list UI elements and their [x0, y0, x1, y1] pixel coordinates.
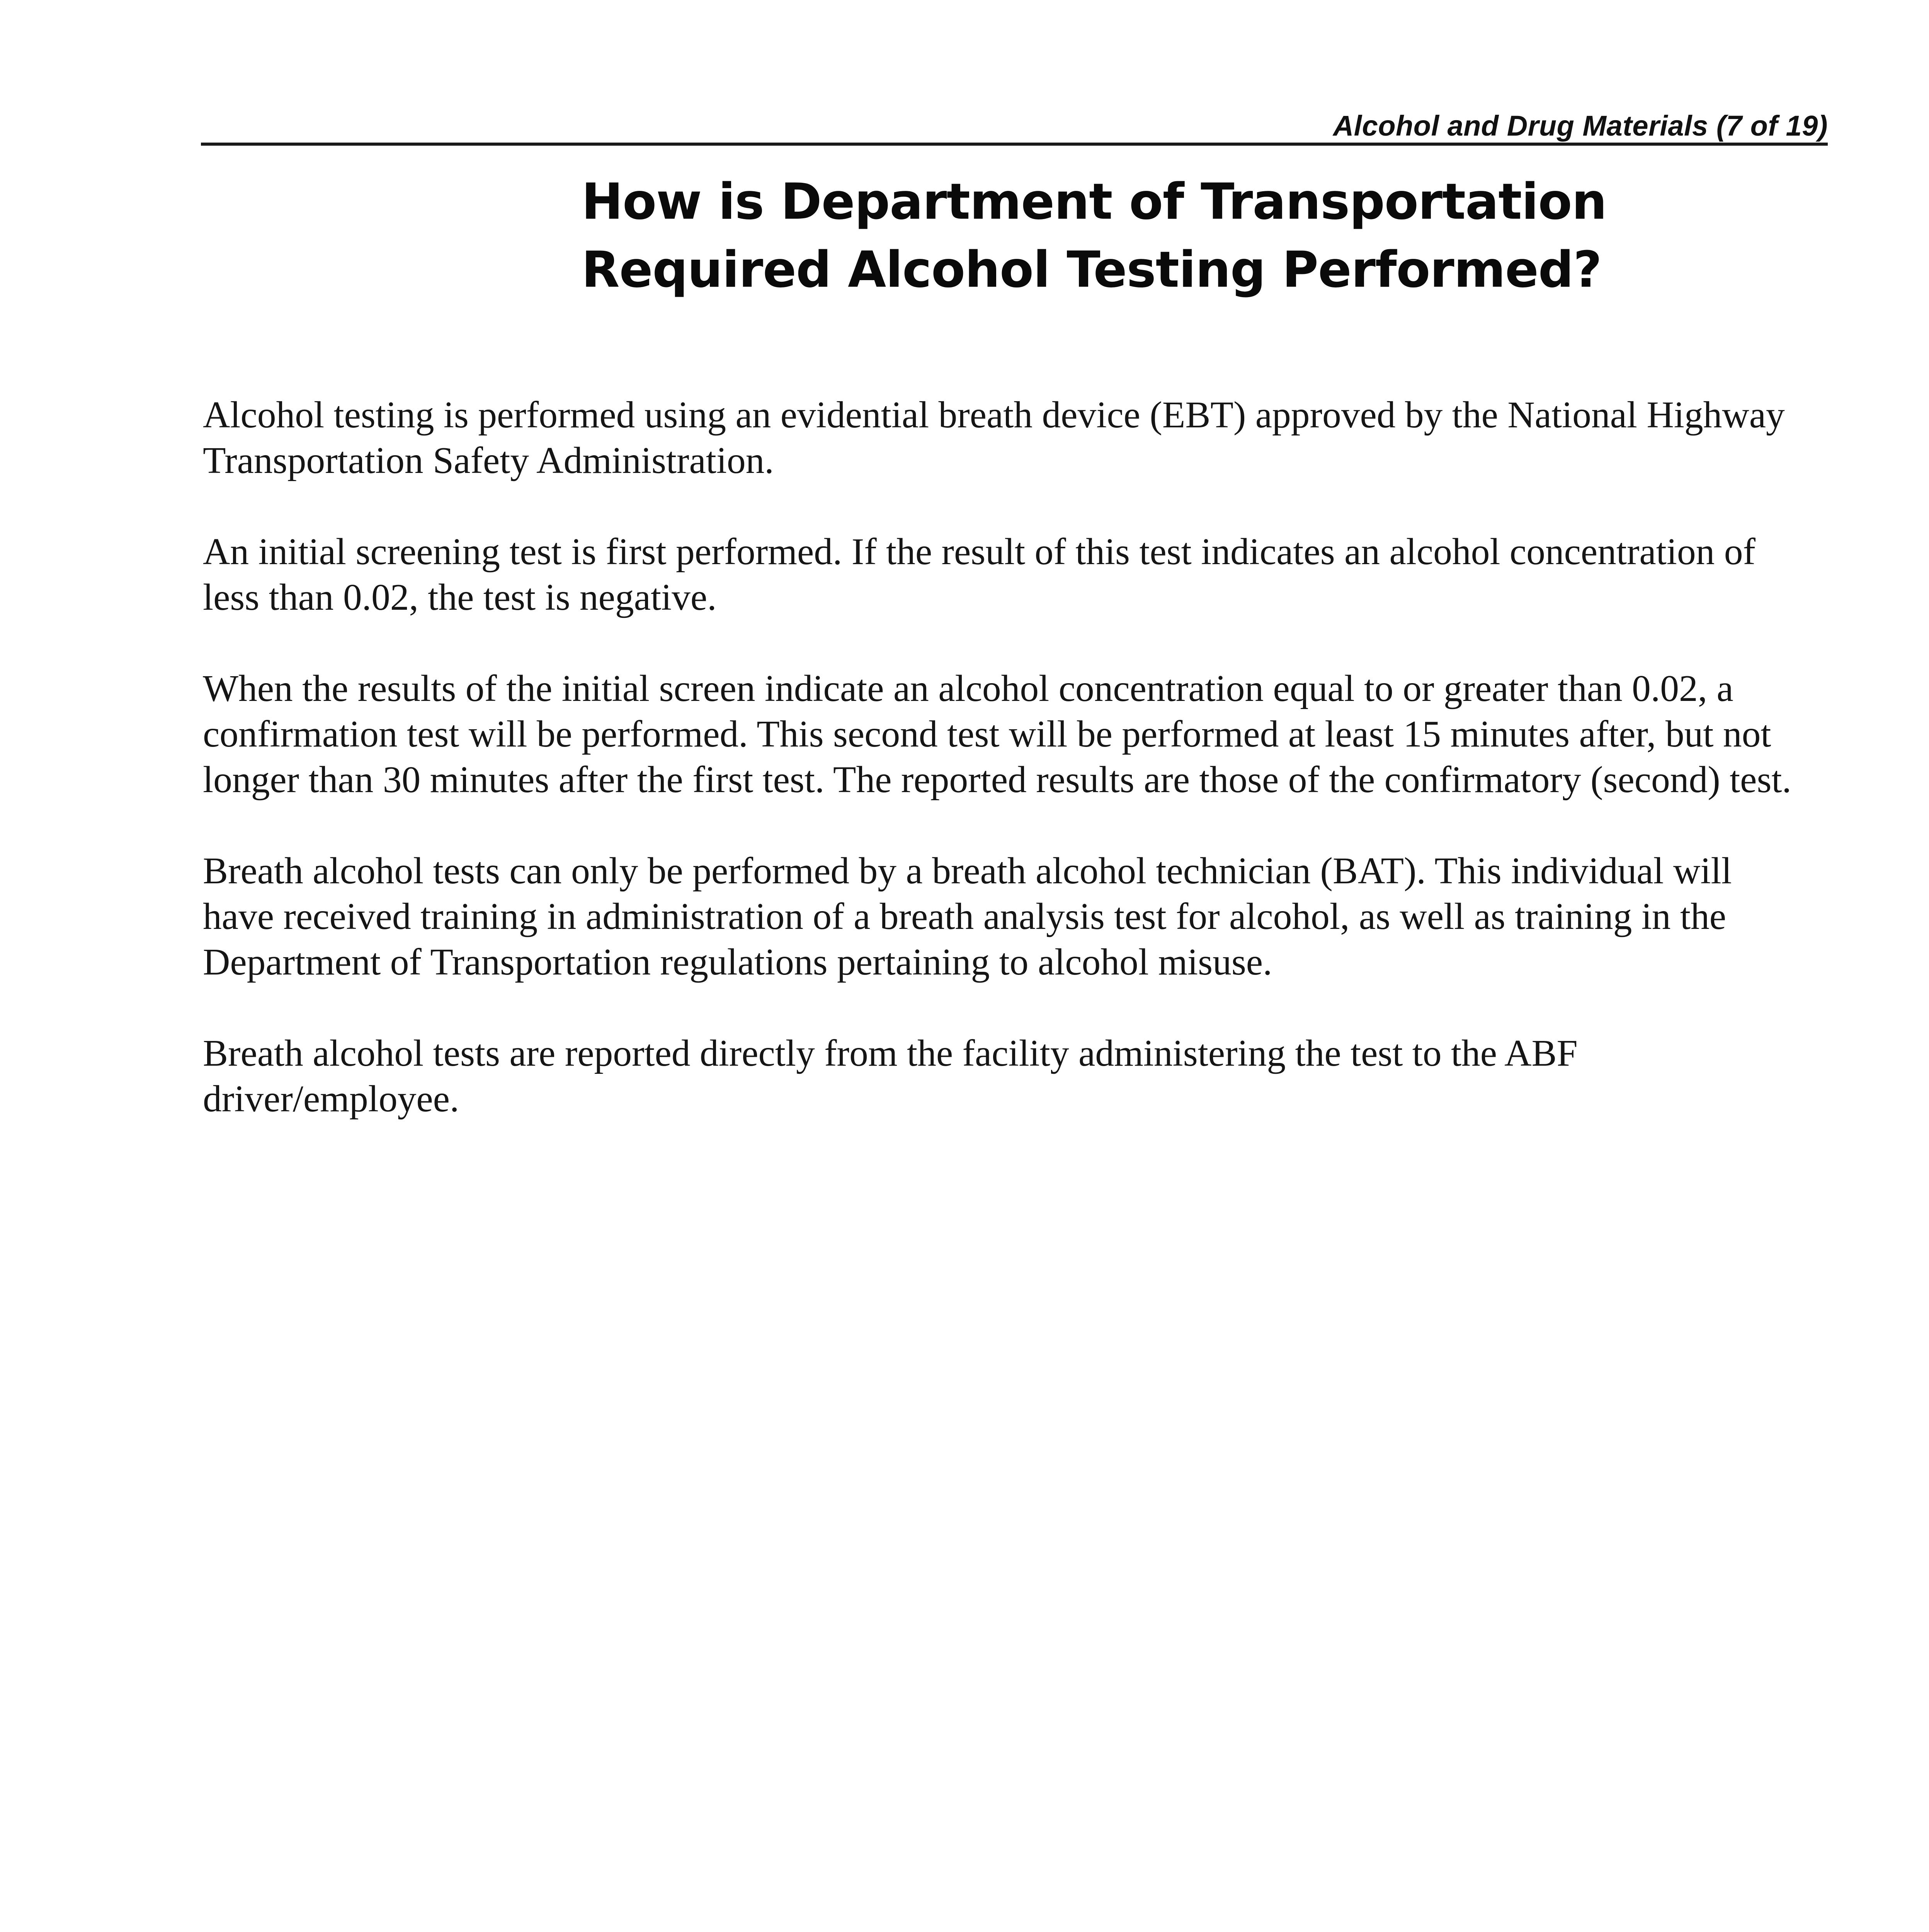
paragraph-line: less than 0.02, the test is negative.: [203, 577, 717, 618]
paragraph-line: Transportation Safety Administration.: [203, 440, 774, 481]
paragraph-line: confirmation test will be performed. This second test will be performed at least 15 minutes after, but not: [203, 713, 1771, 755]
page-title: [582, 168, 1607, 304]
running-header: [201, 95, 1828, 146]
paragraph-breath-alcohol-technician: [203, 848, 1807, 985]
paragraph-line: An initial screening test is first performed. If the result of this test indicates an alcohol concentration of: [203, 531, 1755, 573]
paragraph-line: Department of Transportation regulations pertaining to alcohol misuse.: [203, 941, 1272, 983]
paragraph-line: Breath alcohol tests can only be performed by a breath alcohol technician (BAT). This individual will: [203, 850, 1732, 892]
running-header-title: Alcohol and Drug Materials (7 of 19): [1333, 110, 1828, 142]
paragraph-line: Alcohol testing is performed using an evidential breath device (EBT) approved by the National Highway: [203, 394, 1785, 436]
body-text: [203, 392, 1807, 1167]
paragraph-line: longer than 30 minutes after the first test. The reported results are those of the confirmatory (second) test.: [203, 759, 1791, 801]
paragraph-line: driver/employee.: [203, 1078, 459, 1120]
paragraph-line: Breath alcohol tests are reported directly from the facility administering the test to the ABF: [203, 1032, 1578, 1074]
paragraph-ebt-device: [203, 392, 1807, 483]
paragraph-line: When the results of the initial screen indicate an alcohol concentration equal to or greater than 0.02, a: [203, 668, 1733, 709]
paragraph-initial-screening: [203, 529, 1807, 620]
page-title-line-2: Required Alcohol Testing Performed?: [582, 241, 1602, 299]
paragraph-line: have received training in administration of a breath analysis test for alcohol, as well as training in the: [203, 896, 1727, 937]
paragraph-confirmation-test: [203, 666, 1807, 803]
paragraph-reporting: [203, 1031, 1807, 1122]
page-title-line-1: How is Department of Transportation: [582, 173, 1607, 231]
